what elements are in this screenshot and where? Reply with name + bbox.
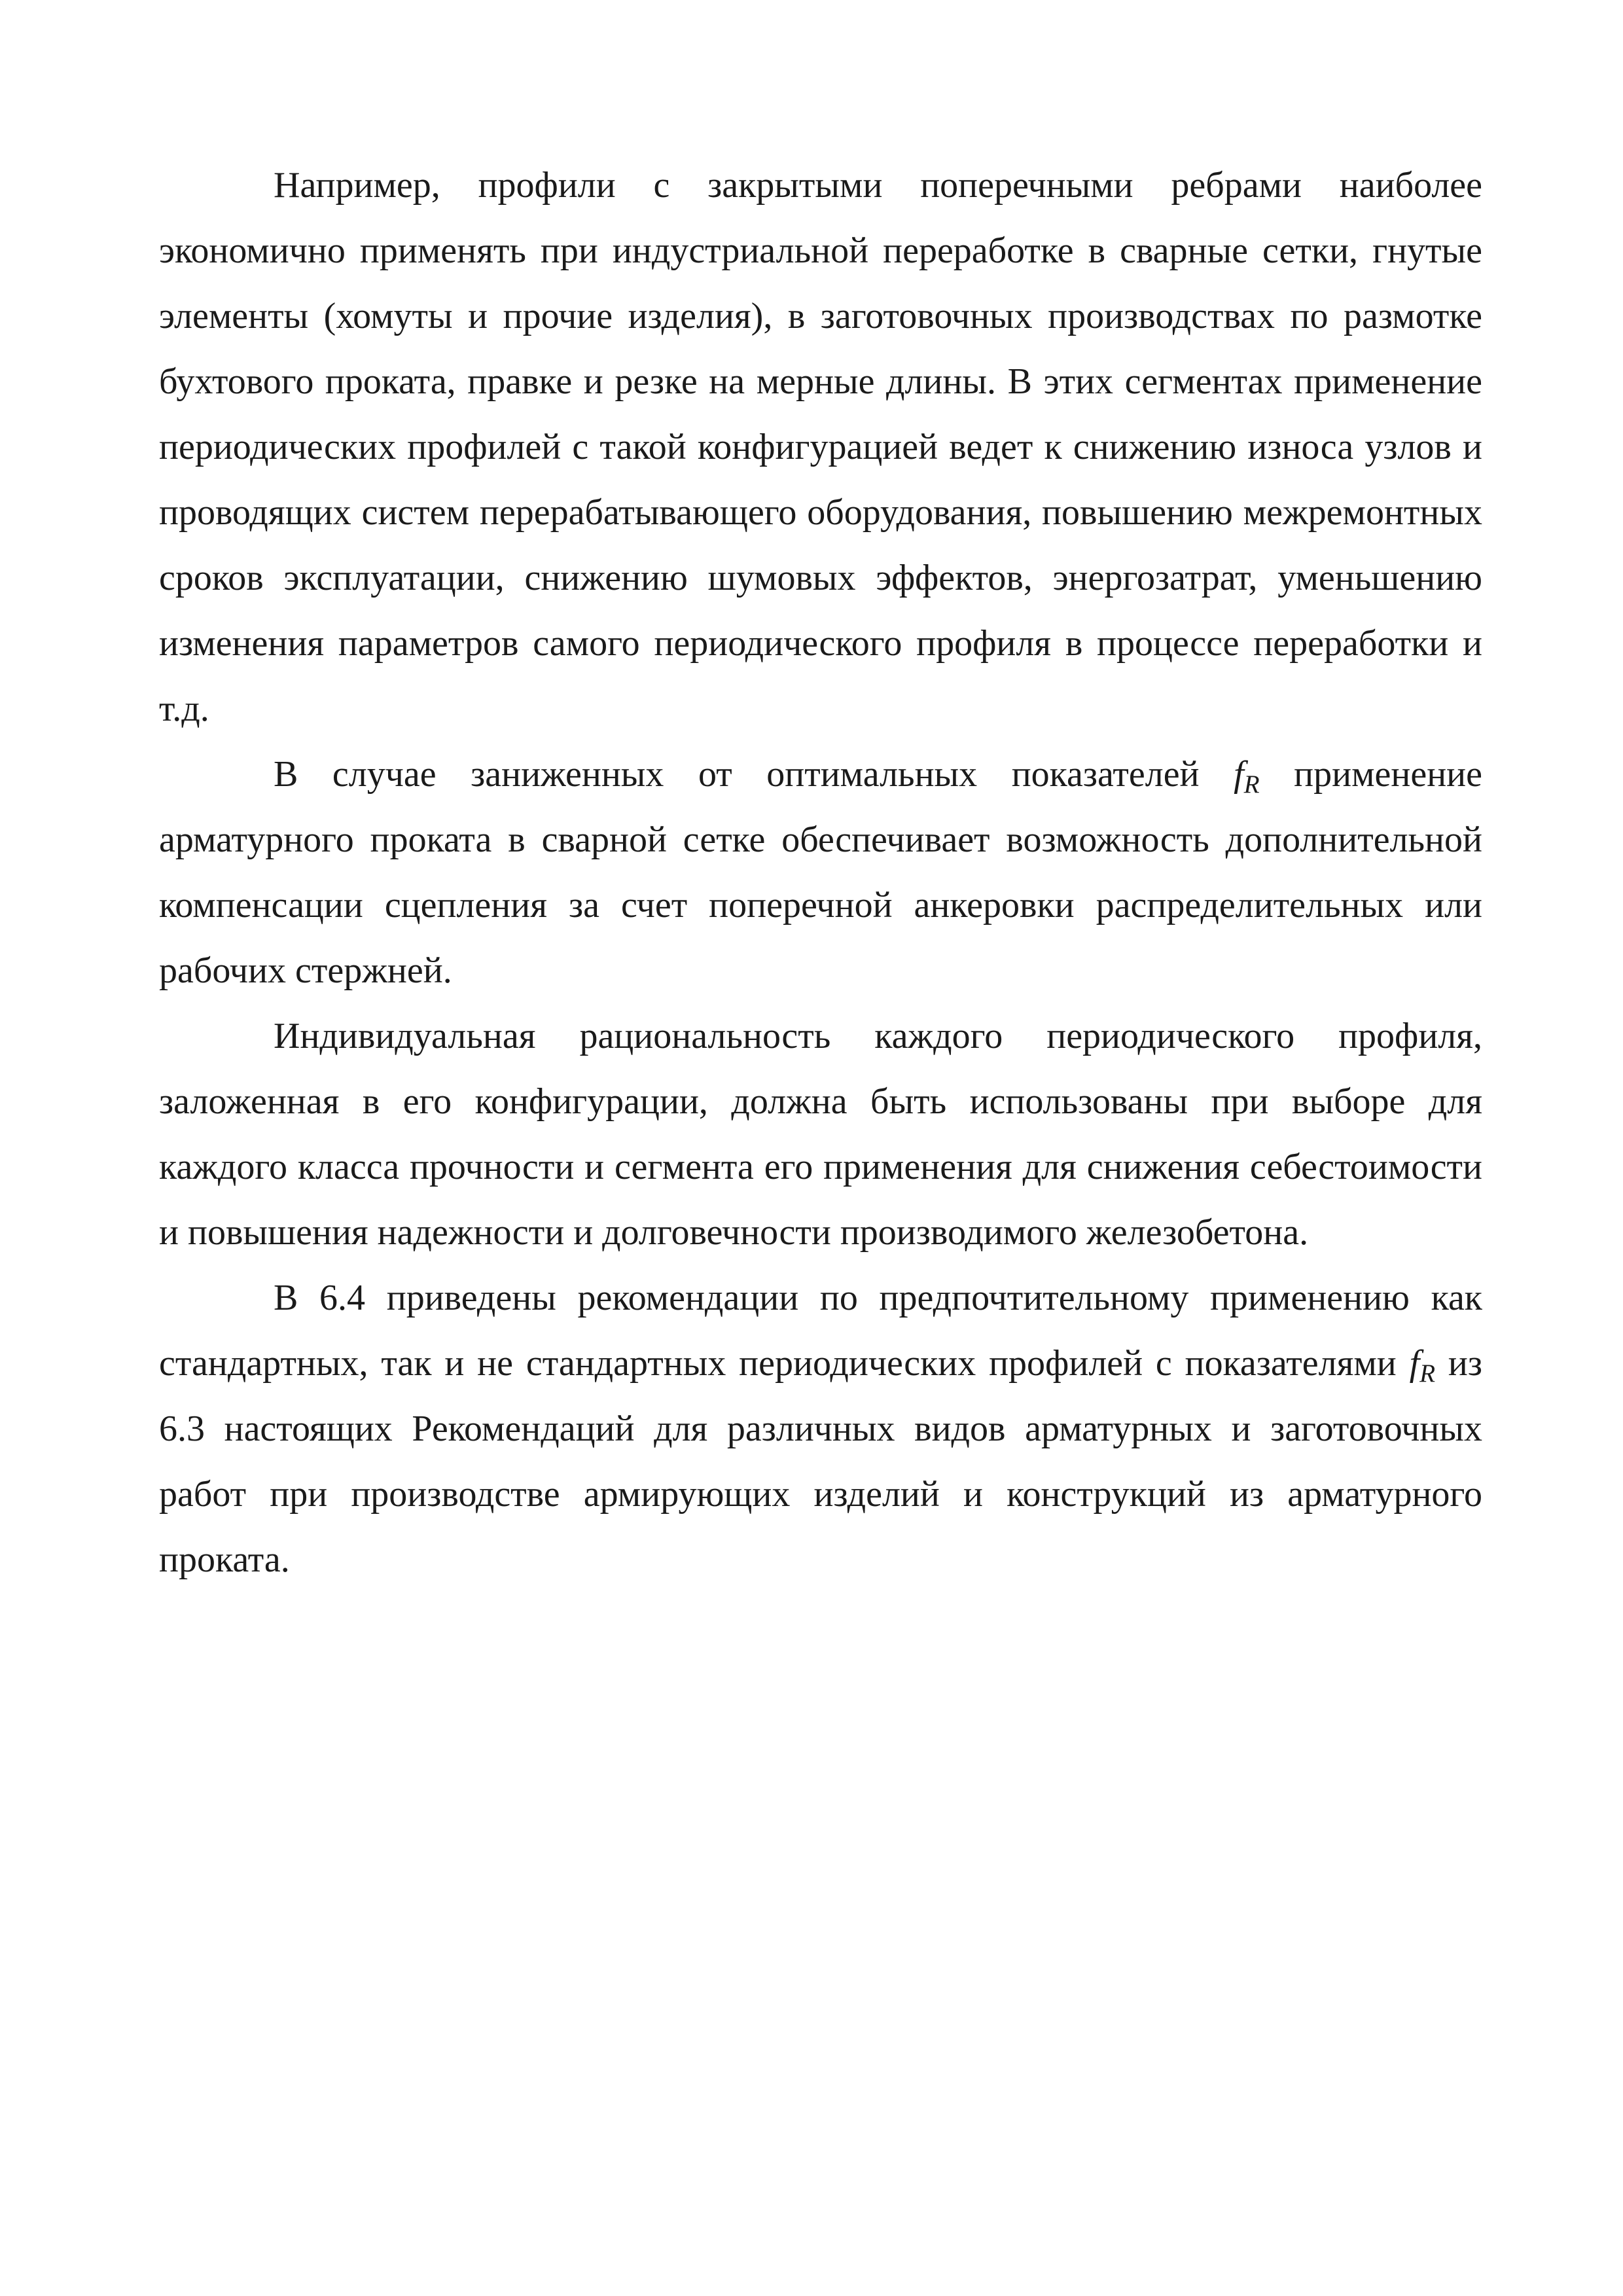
paragraph-3-text: Индивидуальная рациональность каждого периодического профиля, заложенная в его конфигурации, должна быть использованы при выборе для каждого класса прочности и сегмента его применения для снижения себестоимости и повышения надежности и долговечности производимого железобетона. [159, 1016, 1482, 1253]
paragraph-3 [159, 1003, 1482, 1265]
fr-symbol-letter: f [1234, 754, 1244, 795]
paragraph-1-text: Например, профили с закрытыми поперечными ребрами наиболее экономично применять при индустриальной переработке в сварные сетки, гнутые элементы (хомуты и прочие изделия), в заготовочных производствах по размотке бухтового проката, правке и резке на мерные длины. В этих сегментах применение периодических профилей с такой конфигурацией ведет к снижению износа узлов и проводящих систем перерабатывающего оборудования, повышению межремонтных сроков эксплуатации, снижению шумовых эффектов, энергозатрат, уменьшению изменения параметров самого периодического профиля в процессе переработки и т.д. [159, 165, 1482, 729]
fr-symbol [1234, 754, 1260, 798]
document-body [159, 152, 1482, 1592]
fr-symbol [1409, 1343, 1436, 1388]
paragraph-4-text-start: В 6.4 приведены рекомендации по предпочтительному применению как стандартных, так и не стандартных периодических профилей с показателями [159, 1278, 1482, 1384]
paragraph-4-text-end: из 6.3 настоящих Рекомендаций для различных видов арматурных и заготовочных работ при производстве армирующих изделий и конструкций из арматурного проката. [159, 1343, 1482, 1580]
fr-symbol-subscript: R [1243, 770, 1260, 798]
paragraph-1 [159, 152, 1482, 742]
fr-symbol-subscript: R [1419, 1359, 1436, 1388]
fr-symbol-letter: f [1409, 1343, 1420, 1384]
paragraph-4 [159, 1265, 1482, 1592]
paragraph-2 [159, 742, 1482, 1003]
paragraph-2-text-end: применение арматурного проката в сварной сетке обеспечивает возможность дополнительной компенсации сцепления за счет поперечной анкеровки распределительных или рабочих стержней. [159, 754, 1482, 991]
paragraph-2-text-start: В случае заниженных от оптимальных показателей [274, 754, 1234, 795]
